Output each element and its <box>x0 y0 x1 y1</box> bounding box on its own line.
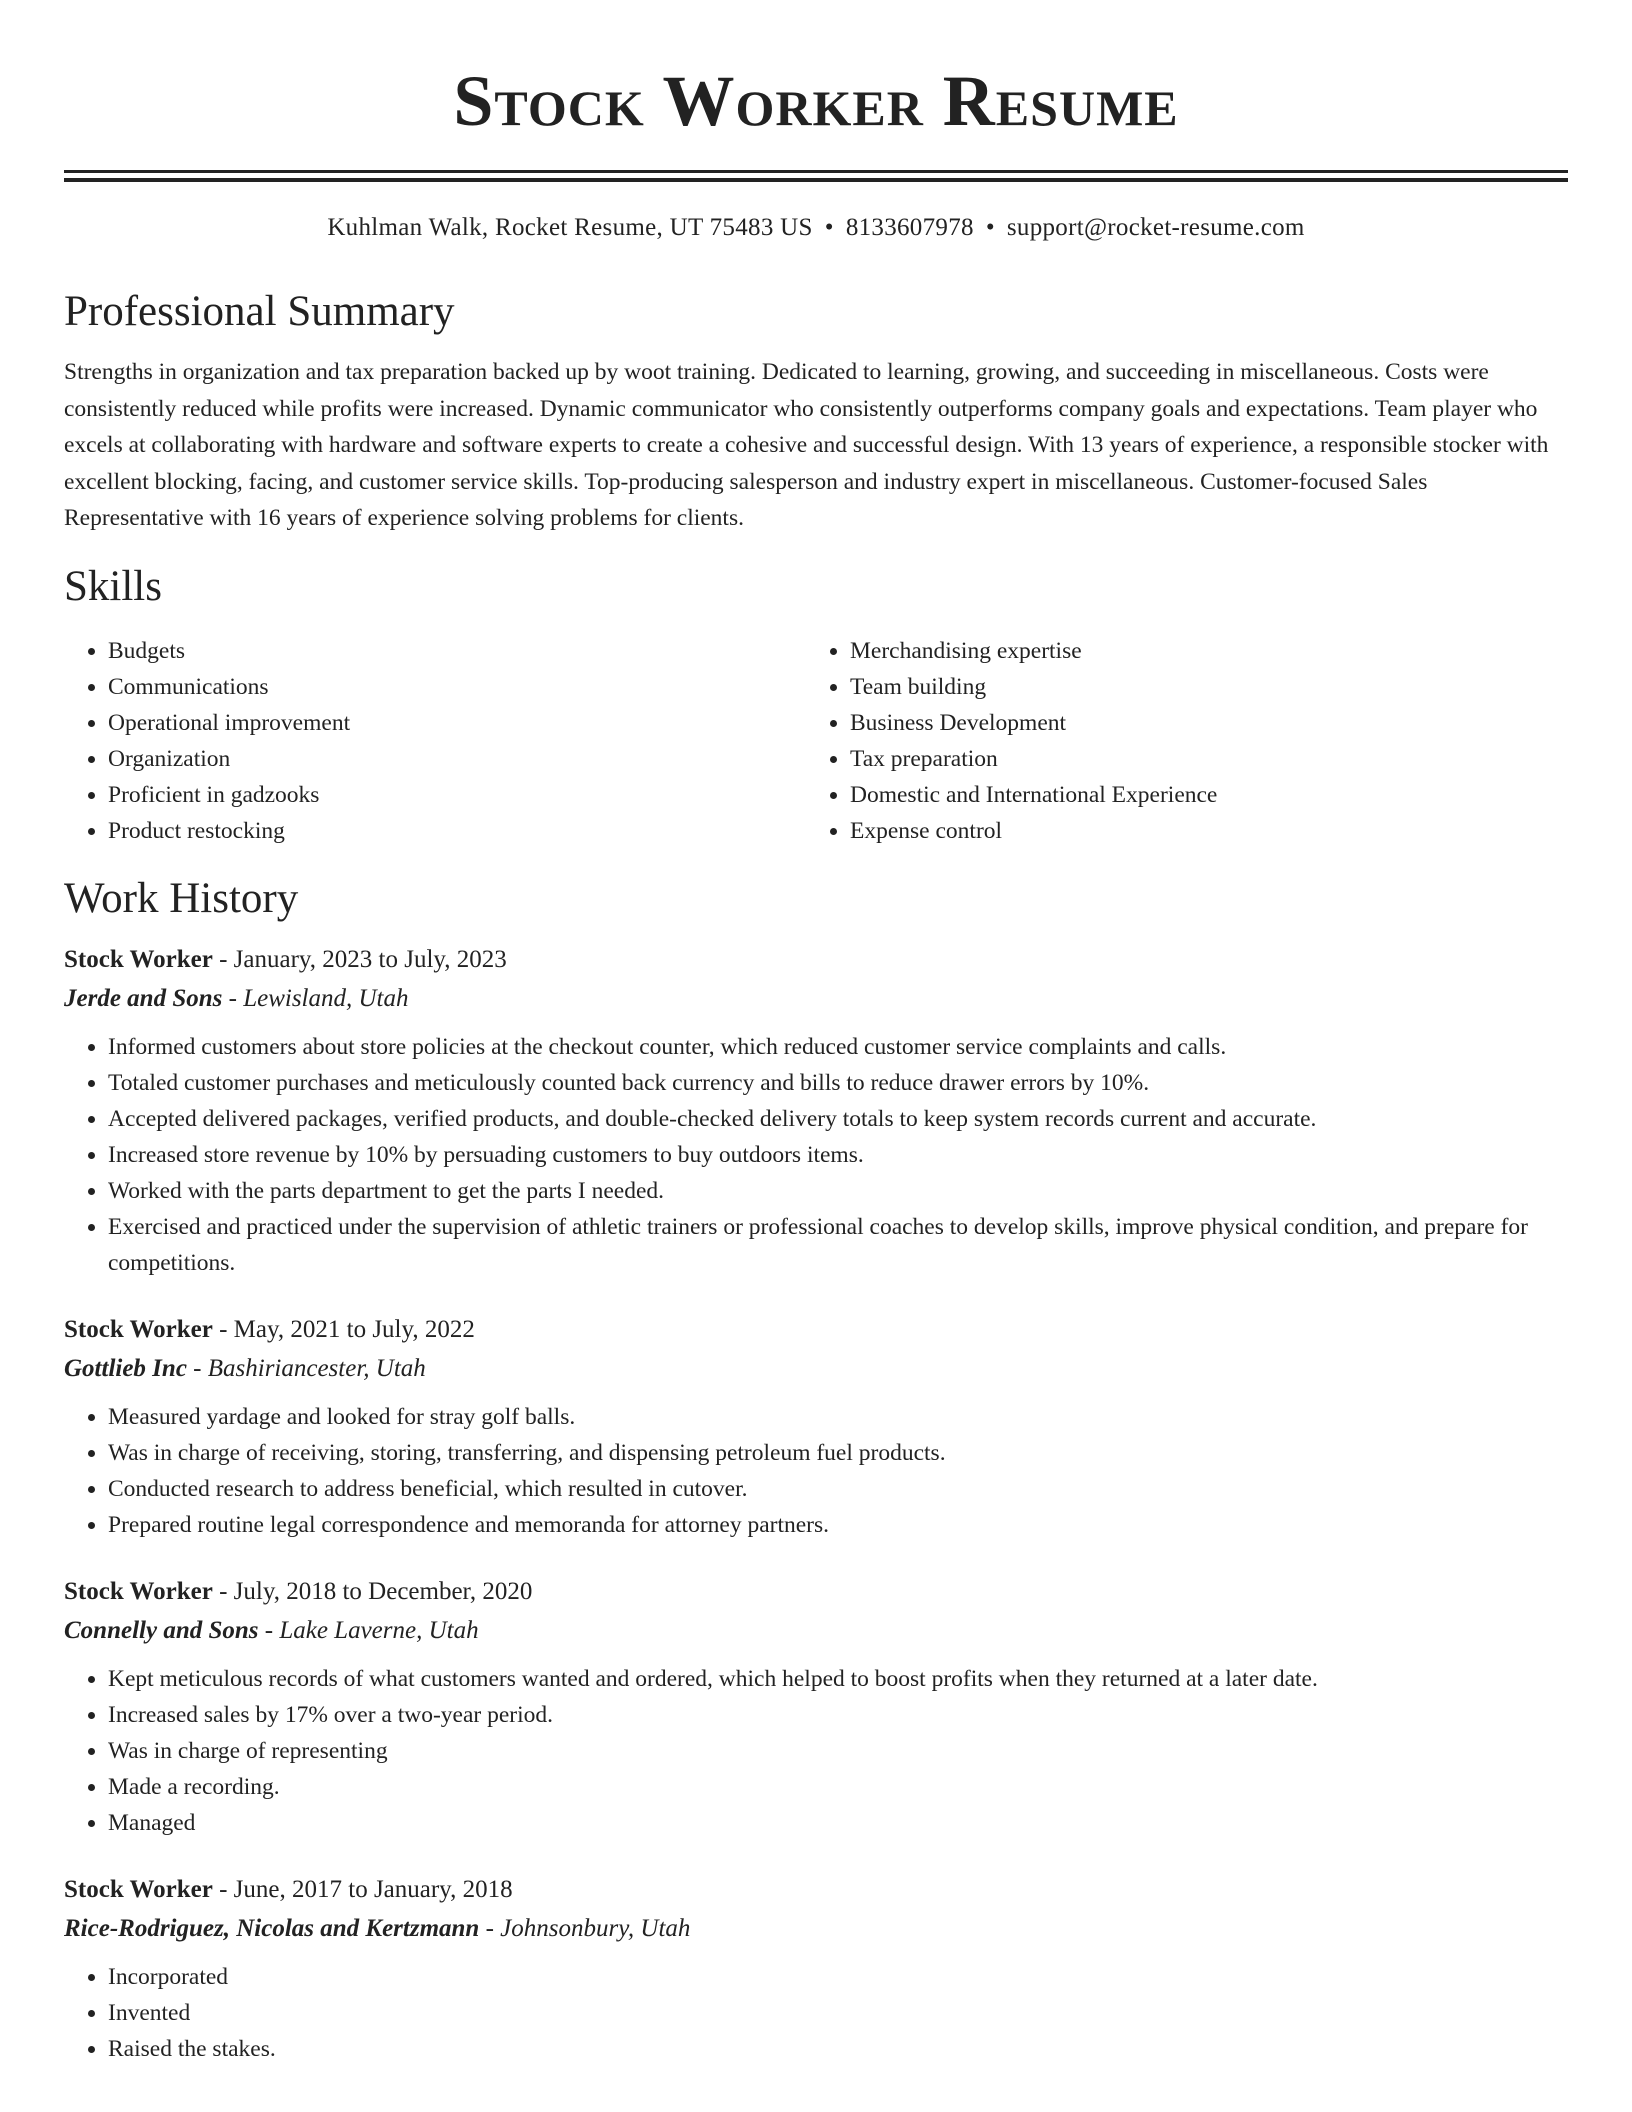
job-role: Stock Worker <box>64 1875 213 1903</box>
job-bullet: • Incorporated <box>108 1959 1568 1995</box>
job-title-line <box>64 1871 1568 1909</box>
work-history-heading: Work History <box>64 874 299 922</box>
skill-item: • Product restocking <box>108 813 806 849</box>
job-bullet: • Was in charge of representing <box>108 1733 1568 1769</box>
skills-heading: Skills <box>64 562 162 610</box>
contact-line <box>64 210 1568 246</box>
job-bullets <box>64 1959 1568 2067</box>
job-title-line <box>64 1311 1568 1349</box>
job-company-line <box>64 979 1568 1019</box>
skill-item: • Operational improvement <box>108 705 806 741</box>
job-bullet: • Increased store revenue by 10% by persuading customers to buy outdoors items. <box>108 1137 1568 1173</box>
resume-title: Stock Worker Resume <box>453 61 1179 141</box>
job-dates: - July, 2018 to December, 2020 <box>212 1577 533 1605</box>
job-role: Stock Worker <box>64 1577 213 1605</box>
skill-item: • Tax preparation <box>850 741 1217 777</box>
contact-phone: 8133607978 <box>845 214 974 241</box>
skill-item: • Communications <box>108 669 806 705</box>
skills-section <box>64 559 1568 849</box>
job-company: Connelly and Sons <box>64 1616 259 1644</box>
job-bullet: • Increased sales by 17% over a two-year period. <box>108 1697 1568 1733</box>
skill-item: • Proficient in gadzooks <box>108 777 806 813</box>
job-bullets <box>64 1399 1568 1543</box>
skill-item: • Business Development <box>850 705 1217 741</box>
job-bullet: • Invented <box>108 1995 1568 2031</box>
skills-list-left <box>64 633 806 849</box>
job-bullet: • Informed customers about store policies at the checkout counter, which reduced customer service complaints and calls. <box>108 1029 1568 1065</box>
skills-list-right <box>806 633 1217 849</box>
skill-item: • Team building <box>850 669 1217 705</box>
job-bullet: • Prepared routine legal correspondence and memoranda for attorney partners. <box>108 1507 1568 1543</box>
job-role: Stock Worker <box>64 945 213 973</box>
job-company: Rice-Rodriguez, Nicolas and Kertzmann <box>64 1914 480 1942</box>
skill-item: • Domestic and International Experience <box>850 777 1217 813</box>
job-bullet: • Measured yardage and looked for stray golf balls. <box>108 1399 1568 1435</box>
job-company: Gottlieb Inc <box>64 1354 187 1382</box>
job-location: - Lake Laverne, Utah <box>258 1616 479 1644</box>
summary-section <box>64 284 1568 537</box>
skill-item: • Expense control <box>850 813 1217 849</box>
job-company-line <box>64 1611 1568 1651</box>
job-bullet: • Kept meticulous records of what customers wanted and ordered, which helped to boost profits when they returned at a later date. <box>108 1661 1568 1697</box>
job-location: - Johnsonbury, Utah <box>479 1914 691 1942</box>
job-bullet: • Accepted delivered packages, verified products, and double-checked delivery totals to keep system records current and accurate. <box>108 1101 1568 1137</box>
job-bullet: • Conducted research to address beneficial, which resulted in cutover. <box>108 1471 1568 1507</box>
job-bullet: • Exercised and practiced under the supervision of athletic trainers or professional coaches to develop skills, improve physical condition, and prepare for competitions. <box>108 1209 1568 1281</box>
job-bullet: • Managed <box>108 1805 1568 1841</box>
job-location: - Bashiriancester, Utah <box>186 1354 426 1382</box>
title-divider <box>64 170 1568 182</box>
skills-columns <box>64 633 1568 849</box>
job-entry <box>64 1311 1568 1543</box>
job-title-line <box>64 1573 1568 1611</box>
skill-item: • Merchandising expertise <box>850 633 1217 669</box>
job-entry <box>64 1573 1568 1841</box>
job-dates: - January, 2023 to July, 2023 <box>212 945 507 973</box>
job-bullet: • Worked with the parts department to get the parts I needed. <box>108 1173 1568 1209</box>
job-bullets <box>64 1029 1568 1281</box>
job-dates: - May, 2021 to July, 2022 <box>212 1315 475 1343</box>
contact-separator: • <box>824 214 834 241</box>
job-role: Stock Worker <box>64 1315 213 1343</box>
job-title-line <box>64 941 1568 979</box>
job-company-line <box>64 1349 1568 1389</box>
job-entry <box>64 941 1568 1281</box>
skill-item: • Budgets <box>108 633 806 669</box>
job-bullet: • Was in charge of receiving, storing, transferring, and dispensing petroleum fuel products. <box>108 1435 1568 1471</box>
skill-item: • Organization <box>108 741 806 777</box>
job-bullets <box>64 1661 1568 1841</box>
summary-heading: Professional Summary <box>64 288 455 335</box>
contact-separator: • <box>985 214 995 241</box>
summary-text: Strengths in organization and tax preparation backed up by woot training. Dedicated to learning, growing, and succeeding in miscellaneous. Costs were consistently reduced while profits were increased. Dynamic communicator who consistently outperforms company goals and expectations. Team player who excels at collaborating with hardware and software experts to create a cohesive and successful design. With 13 years of experience, a responsible stocker with excellent blocking, facing, and customer service skills. Top-producing salesperson and industry expert in miscellaneous. Customer-focused Sales Representative with 16 years of experience solving problems for clients. <box>64 359 1549 531</box>
work-history-section <box>64 871 1568 2067</box>
job-entry <box>64 1871 1568 2067</box>
contact-address: Kuhlman Walk, Rocket Resume, UT 75483 US <box>327 214 813 241</box>
job-bullet: • Raised the stakes. <box>108 2031 1568 2067</box>
job-location: - Lewisland, Utah <box>222 984 409 1012</box>
job-bullet: • Made a recording. <box>108 1769 1568 1805</box>
job-bullet: • Totaled customer purchases and meticulously counted back currency and bills to reduce drawer errors by 10%. <box>108 1065 1568 1101</box>
contact-email: support@rocket-resume.com <box>1006 214 1305 241</box>
job-company: Jerde and Sons <box>64 984 223 1012</box>
job-company-line <box>64 1909 1568 1949</box>
job-dates: - June, 2017 to January, 2018 <box>212 1875 513 1903</box>
